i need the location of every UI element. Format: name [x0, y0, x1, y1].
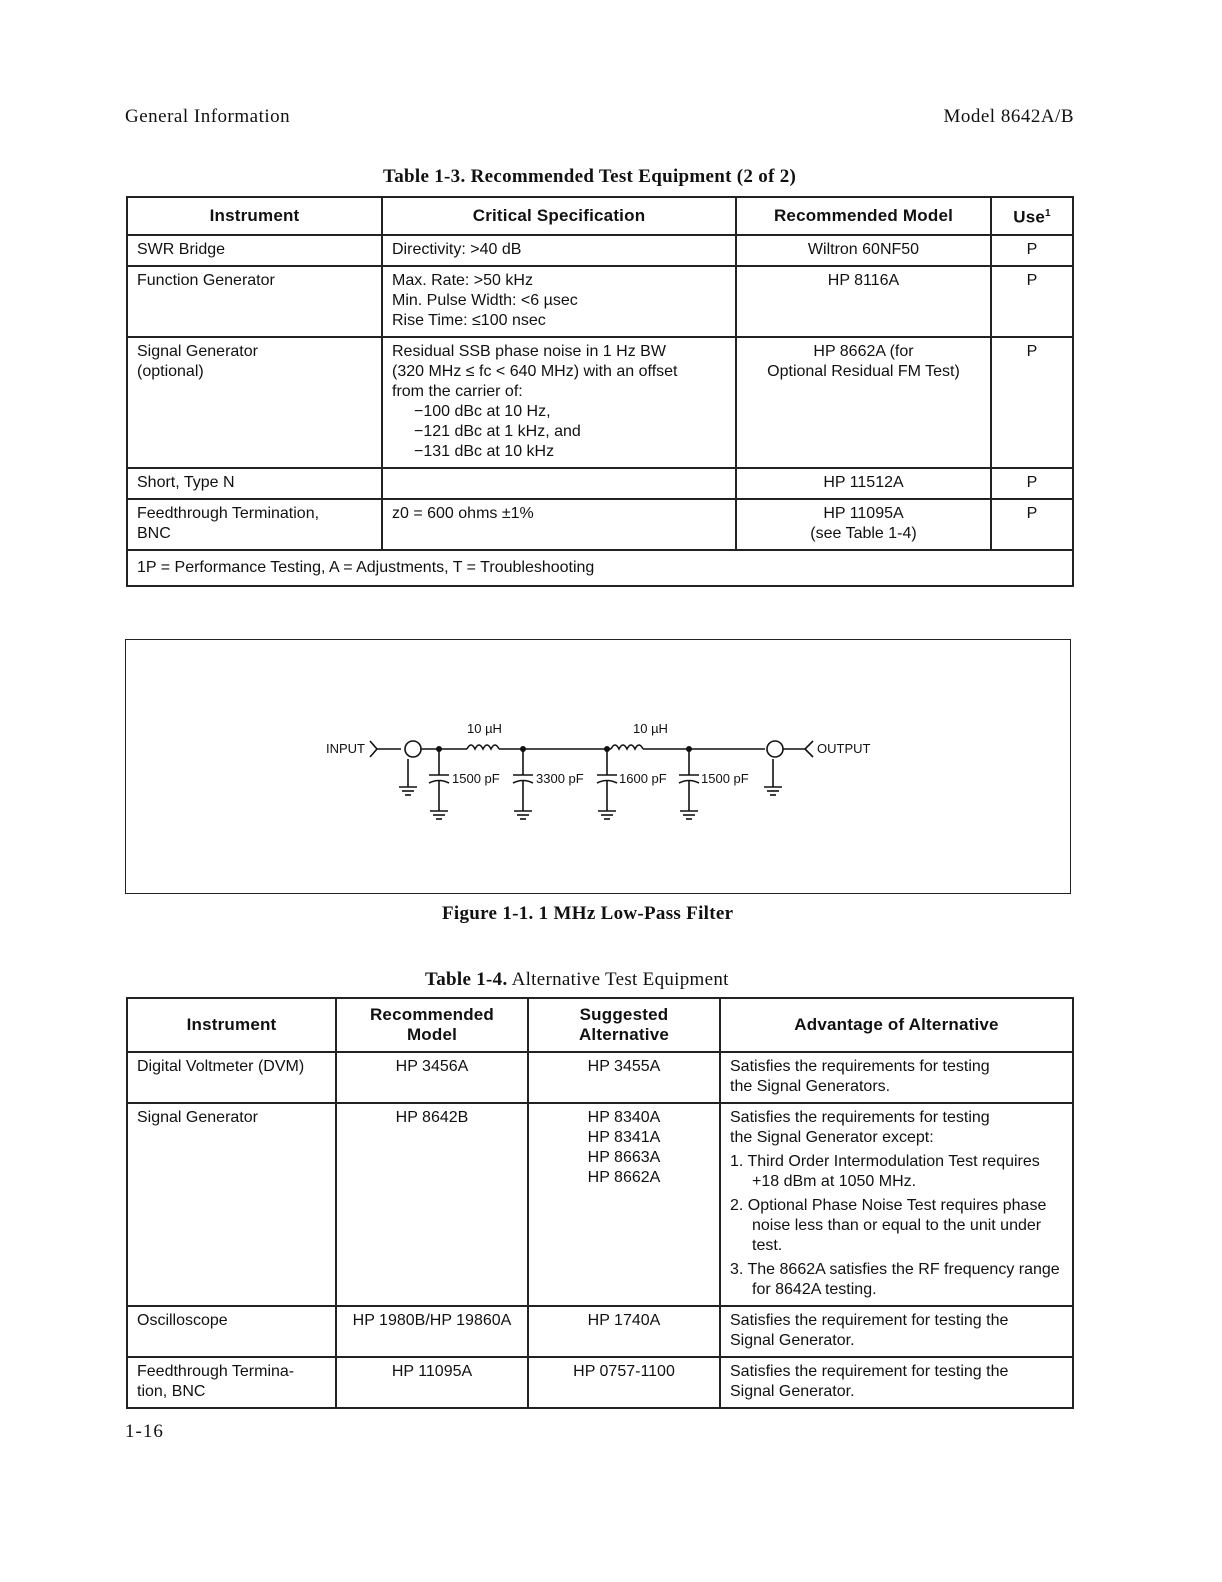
advantage-cell: Satisfies the requirements for testing the Signal Generator except: 1. Third Order Intermodulation Test requires +18 dBm at 1050 MHz. 2. Optional Phase Noise Test requires phase noise less than or equal to the unit under test. 3. The 8662A satisfies the RF frequency range for 8642A testing. — [720, 1103, 1073, 1306]
capacitor-3-label: 1600 pF — [619, 771, 667, 786]
inductor-1-icon — [467, 745, 499, 749]
model-cell: HP 11095A (see Table 1-4) — [736, 499, 991, 550]
running-header-left: General Information — [125, 106, 291, 127]
table3-header-spec: Critical Specification — [382, 197, 736, 235]
use-cell: P — [991, 337, 1073, 468]
use-cell: P — [991, 499, 1073, 550]
inductor-2-label: 10 µH — [633, 721, 668, 736]
capacitor-3-icon — [597, 749, 617, 819]
low-pass-filter-schematic — [125, 639, 1071, 894]
output-connector-icon — [767, 741, 783, 757]
capacitor-4-label: 1500 pF — [701, 771, 749, 786]
inductor-1-label: 10 µH — [467, 721, 502, 736]
capacitor-1-icon — [429, 749, 449, 819]
output-label: OUTPUT — [817, 741, 871, 756]
table-row — [127, 266, 1073, 337]
spec-cell: Residual SSB phase noise in 1 Hz BW (320 MHz ≤ fc < 640 MHz) with an offset from the carrier of: −100 dBc at 10 Hz, −121 dBc at 1 kHz, and −131 dBc at 10 kHz — [382, 337, 736, 468]
model-cell: HP 3456A — [336, 1052, 528, 1103]
use-cell: P — [991, 468, 1073, 499]
model-cell: HP 8642B — [336, 1103, 528, 1306]
alternative-cell: HP 1740A — [528, 1306, 720, 1357]
model-cell: HP 8662A (for Optional Residual FM Test) — [736, 337, 991, 468]
capacitor-1-label: 1500 pF — [452, 771, 500, 786]
list-item: 1. Third Order Intermodulation Test requires +18 dBm at 1050 MHz. — [730, 1153, 1040, 1190]
advantage-cell: Satisfies the requirement for testing the Signal Generator. — [720, 1357, 1073, 1408]
table4-header-advantage: Advantage of Alternative — [720, 998, 1073, 1052]
running-header-right: Model 8642A/B — [943, 106, 1074, 127]
input-label: INPUT — [326, 741, 365, 756]
table3-footnote-row — [127, 550, 1073, 586]
table3-caption: Table 1-3. Recommended Test Equipment (2 of 2) — [383, 166, 797, 187]
table3-footnote: 1P = Performance Testing, A = Adjustments, T = Troubleshooting — [127, 550, 1073, 586]
table3-header-instrument: Instrument — [127, 197, 382, 235]
spec-cell: Directivity: >40 dB — [382, 235, 736, 266]
table3-header-use: Use$^1$ — [991, 197, 1073, 235]
table-row — [127, 499, 1073, 550]
spec-cell: Max. Rate: >50 kHz Min. Pulse Width: <6 µsec Rise Time: ≤100 nsec — [382, 266, 736, 337]
model-cell: Wiltron 60NF50 — [736, 235, 991, 266]
table4-header-instrument: Instrument — [127, 998, 336, 1052]
model-cell: HP 8116A — [736, 266, 991, 337]
input-connector-icon — [405, 741, 421, 757]
table3-header-model: Recommended Model — [736, 197, 991, 235]
table4-caption: Table 1-4. Alternative Test Equipment — [425, 969, 729, 990]
output-arrow-icon — [805, 741, 813, 757]
table-row — [127, 1306, 1073, 1357]
page-number: 1-16 — [125, 1421, 164, 1442]
model-cell: HP 11095A — [336, 1357, 528, 1408]
table-row — [127, 1103, 1073, 1306]
instrument-cell: SWR Bridge — [127, 235, 382, 266]
instrument-cell: Function Generator — [127, 266, 382, 337]
table3 — [126, 196, 1074, 587]
advantage-notes-list — [730, 1152, 1063, 1300]
table4-header-model: Recommended Model — [336, 998, 528, 1052]
model-cell: HP 11512A — [736, 468, 991, 499]
instrument-cell: Short, Type N — [127, 468, 382, 499]
list-item: 2. Optional Phase Noise Test requires phase noise less than or equal to the unit under test. — [730, 1197, 1047, 1254]
table-row — [127, 235, 1073, 266]
inductor-2-icon — [611, 745, 643, 749]
table3-header-row — [127, 197, 1073, 235]
instrument-cell: Digital Voltmeter (DVM) — [127, 1052, 336, 1103]
alternative-cell: HP 0757-1100 — [528, 1357, 720, 1408]
alternative-cell: HP 3455A — [528, 1052, 720, 1103]
alternative-cell: HP 8340A HP 8341A HP 8663A HP 8662A — [528, 1103, 720, 1306]
instrument-cell: Feedthrough Termina- tion, BNC — [127, 1357, 336, 1408]
instrument-cell: Feedthrough Termination, BNC — [127, 499, 382, 550]
table-row — [127, 1357, 1073, 1408]
instrument-cell: Signal Generator — [127, 1103, 336, 1306]
instrument-cell: Signal Generator (optional) — [127, 337, 382, 468]
spec-cell — [382, 468, 736, 499]
table-row — [127, 337, 1073, 468]
figure-caption: Figure 1-1. 1 MHz Low-Pass Filter — [442, 903, 734, 924]
table4-header-alternative: Suggested Alternative — [528, 998, 720, 1052]
use-cell: P — [991, 266, 1073, 337]
table-row — [127, 468, 1073, 499]
use-cell: P — [991, 235, 1073, 266]
table4-header-row — [127, 998, 1073, 1052]
table4 — [126, 997, 1074, 1409]
spec-cell: z0 = 600 ohms ±1% — [382, 499, 736, 550]
advantage-cell: Satisfies the requirement for testing the Signal Generator. — [720, 1306, 1073, 1357]
capacitor-2-icon — [513, 749, 533, 819]
capacitor-4-icon — [679, 749, 699, 819]
capacitor-2-label: 3300 pF — [536, 771, 584, 786]
model-cell: HP 1980B/HP 19860A — [336, 1306, 528, 1357]
list-item: 3. The 8662A satisfies the RF frequency range for 8642A testing. — [730, 1261, 1060, 1298]
advantage-cell: Satisfies the requirements for testing the Signal Generators. — [720, 1052, 1073, 1103]
instrument-cell: Oscilloscope — [127, 1306, 336, 1357]
table-row — [127, 1052, 1073, 1103]
input-arrow-icon — [370, 741, 377, 757]
